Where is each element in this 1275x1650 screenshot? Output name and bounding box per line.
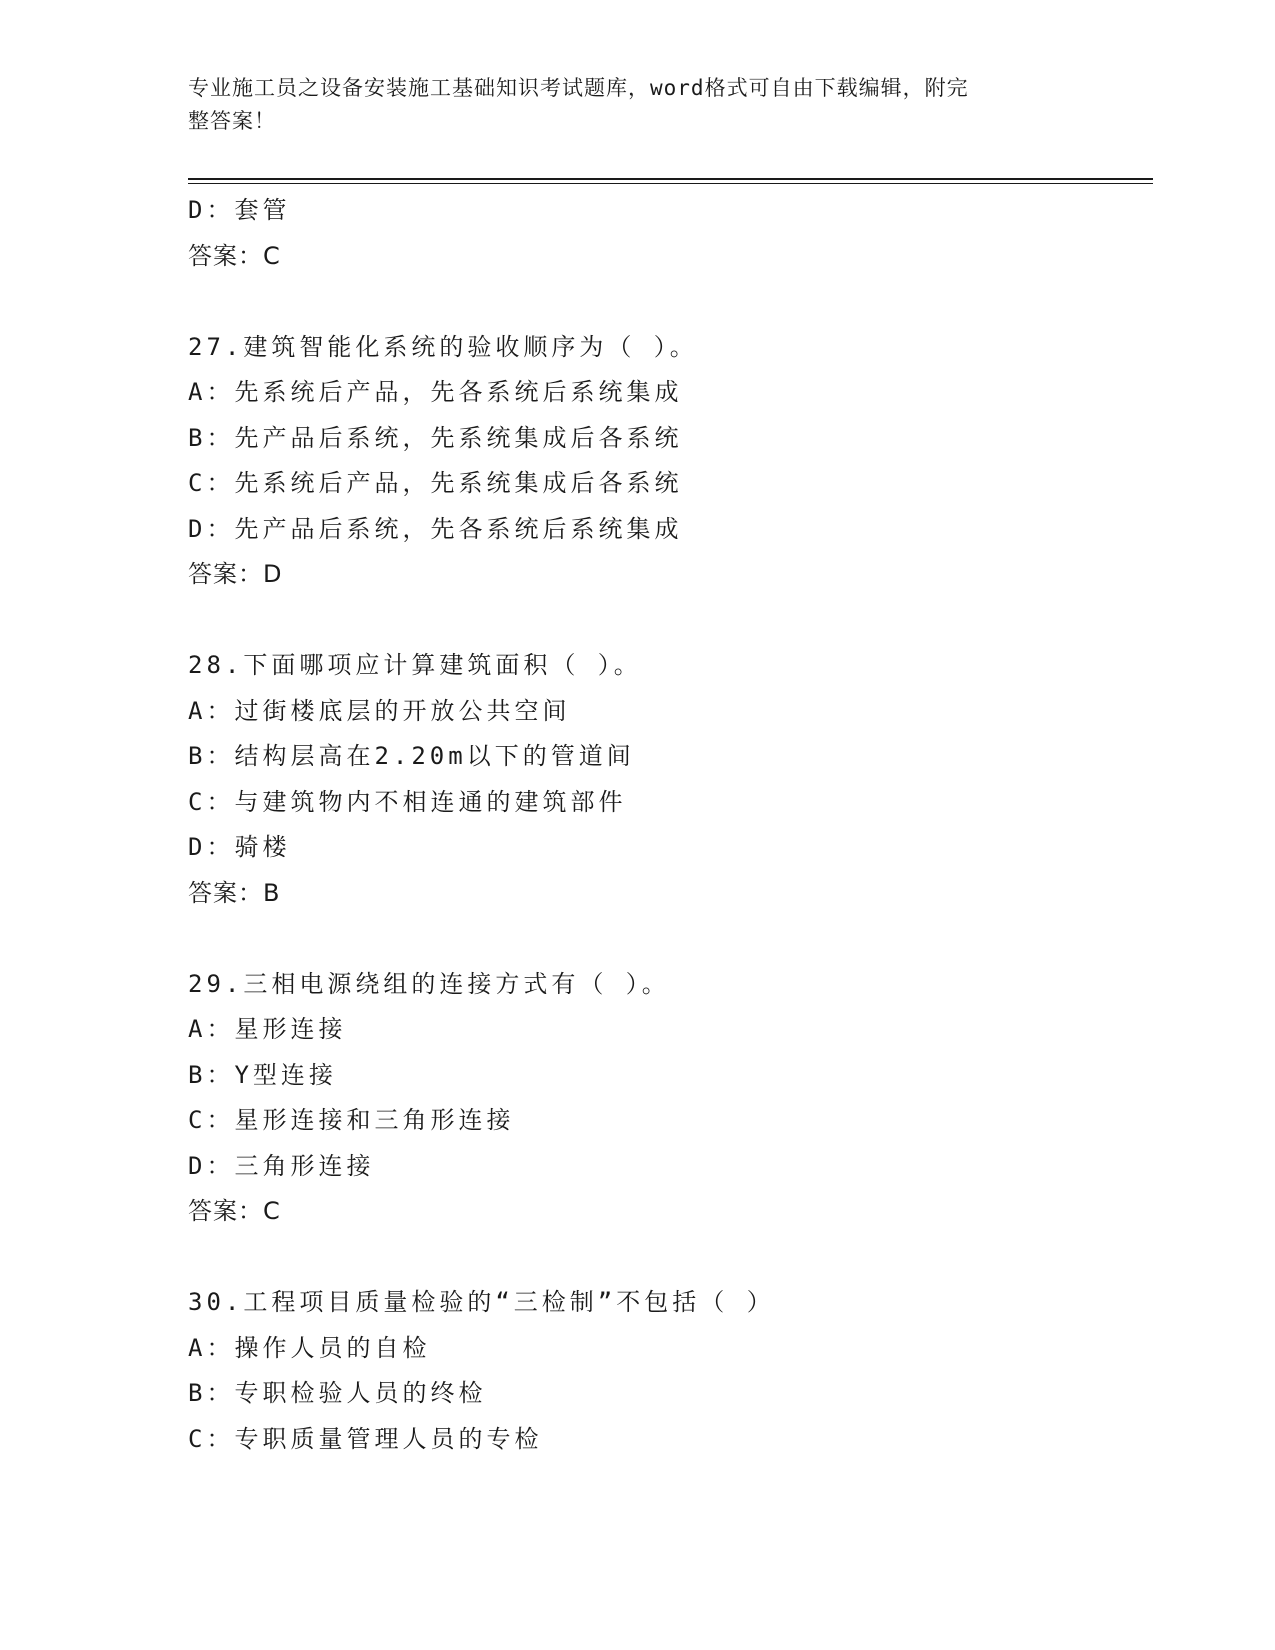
answer: 答案：C bbox=[188, 1197, 281, 1225]
header-divider-thick bbox=[188, 178, 1153, 180]
option-c: C：专职质量管理人员的专检 bbox=[188, 1424, 543, 1453]
option-d: D：先产品后系统，先各系统后系统集成 bbox=[188, 514, 683, 543]
option-c: C：先系统后产品，先系统集成后各系统 bbox=[188, 469, 683, 497]
question-stem: 30.工程项目质量检验的“三检制”不包括（ ） bbox=[188, 1288, 775, 1316]
answer: 答案：D bbox=[188, 560, 283, 588]
option-d: D：骑楼 bbox=[188, 833, 291, 861]
question-stem: 27.建筑智能化系统的验收顺序为（ ）。 bbox=[188, 332, 698, 361]
option-a: A：操作人员的自检 bbox=[188, 1333, 431, 1362]
header-divider-thin bbox=[188, 183, 1153, 184]
option-b: B：Y型连接 bbox=[188, 1060, 337, 1089]
prev-option-d: D：套管 bbox=[188, 196, 291, 224]
question-stem: 29.三相电源绕组的连接方式有（ ）。 bbox=[188, 969, 670, 998]
spacer bbox=[188, 916, 1153, 962]
prev-answer: 答案：C bbox=[188, 241, 281, 270]
header-line-1: 专业施工员之设备安装施工基础知识考试题库，word格式可自由下载编辑，附完 bbox=[188, 76, 969, 100]
spacer bbox=[188, 279, 1153, 325]
option-b: B：专职检验人员的终检 bbox=[188, 1379, 487, 1407]
document-header bbox=[188, 72, 1068, 138]
option-a: A：星形连接 bbox=[188, 1015, 347, 1043]
question-27 bbox=[188, 325, 1153, 598]
question-30 bbox=[188, 1280, 1153, 1462]
option-a: A：先系统后产品，先各系统后系统集成 bbox=[188, 378, 683, 406]
question-list bbox=[188, 188, 1153, 1462]
question-29 bbox=[188, 962, 1153, 1235]
option-c: C：与建筑物内不相连通的建筑部件 bbox=[188, 787, 627, 816]
header-line-2: 整答案！ bbox=[188, 109, 276, 133]
option-d: D：三角形连接 bbox=[188, 1151, 375, 1180]
option-a: A：过街楼底层的开放公共空间 bbox=[188, 696, 571, 725]
option-b: B：结构层高在2.20m以下的管道间 bbox=[188, 742, 635, 770]
option-c: C：星形连接和三角形连接 bbox=[188, 1106, 515, 1134]
question-stem: 28.下面哪项应计算建筑面积（ ）。 bbox=[188, 651, 642, 679]
question-28 bbox=[188, 643, 1153, 916]
answer: 答案：B bbox=[188, 878, 281, 907]
spacer bbox=[188, 598, 1153, 644]
option-b: B：先产品后系统，先系统集成后各系统 bbox=[188, 423, 683, 452]
spacer bbox=[188, 1235, 1153, 1281]
